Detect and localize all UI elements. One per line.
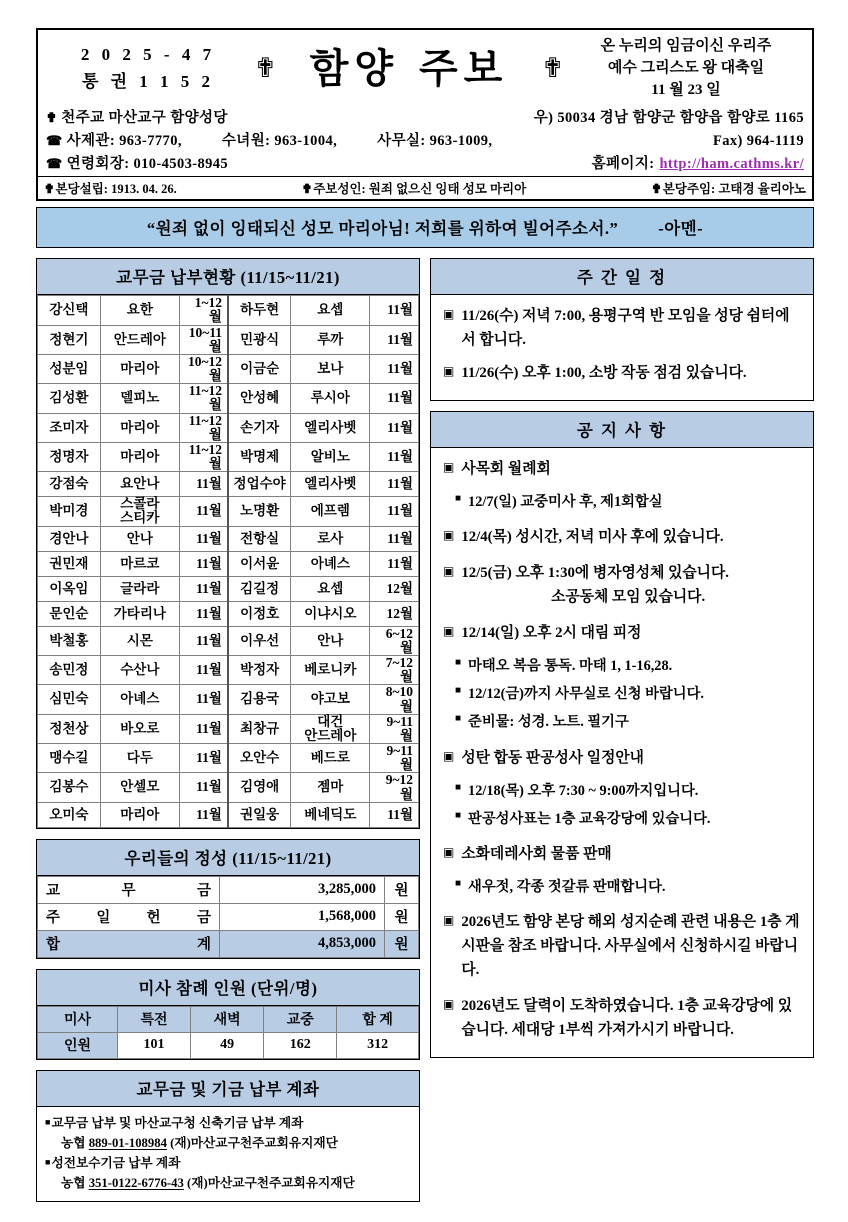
saint-cell: 에프렘 xyxy=(291,497,370,526)
accounts-body xyxy=(37,1107,419,1201)
month-cell: 11월 xyxy=(370,802,419,827)
list-item-text: 12/18(목) 오후 7:30 ~ 9:00까지입니다. xyxy=(468,782,699,799)
right-column xyxy=(430,258,814,1068)
name-cell: 하두현 xyxy=(228,296,291,325)
saint-cell: 요셉 xyxy=(291,576,370,601)
offering-panel xyxy=(36,839,420,959)
saint-cell: 수산나 xyxy=(100,656,179,685)
notices-panel xyxy=(430,411,814,1058)
list-item xyxy=(443,995,803,1043)
cross-small-icon: ✟ xyxy=(651,182,662,197)
month-cell: 11월 xyxy=(179,497,228,526)
table-row xyxy=(38,442,419,471)
month-cell: 11월 xyxy=(370,296,419,325)
saint-cell: 델피노 xyxy=(100,384,179,413)
offering-label: 주 일 헌 금 xyxy=(38,903,220,930)
month-cell: 11월 xyxy=(370,325,419,354)
month-cell: 11~12월 xyxy=(179,413,228,442)
square-bullet-icon: ▣ xyxy=(443,564,455,579)
table-row xyxy=(38,744,419,773)
name-cell: 김봉수 xyxy=(38,773,101,802)
name-cell: 최창규 xyxy=(228,714,291,743)
list-item xyxy=(443,305,803,353)
name-cell: 정천상 xyxy=(38,714,101,743)
name-cell: 박명제 xyxy=(228,442,291,471)
name-cell: 오안수 xyxy=(228,744,291,773)
table-row xyxy=(38,626,419,655)
saint-cell: 가타리나 xyxy=(100,601,179,626)
notices-list xyxy=(431,448,813,1057)
account-1-detail xyxy=(45,1133,413,1153)
list-item xyxy=(455,491,803,514)
table-row xyxy=(38,526,419,551)
homepage-link[interactable]: http://ham.cathms.kr/ xyxy=(659,156,804,173)
masthead-top xyxy=(38,30,812,105)
month-cell: 11월 xyxy=(370,472,419,497)
cross-small-icon: ✟ xyxy=(44,182,55,197)
feast-line-2: 예수 그리스도 왕 대축일 xyxy=(607,59,765,76)
month-cell: 8~10월 xyxy=(370,685,419,714)
cross-icon-left: ✟ xyxy=(254,53,277,84)
month-cell: 7~12월 xyxy=(370,656,419,685)
name-cell: 이옥임 xyxy=(38,576,101,601)
month-cell: 11월 xyxy=(179,551,228,576)
list-item-text: 2026년도 달력이 도착하였습니다. 1층 교육강당에 있습니다. 세대당 1부씩 가져가시기 바랍니다. xyxy=(461,997,793,1038)
name-cell: 송민정 xyxy=(38,656,101,685)
offering-label: 합 계 xyxy=(38,930,220,957)
table-row xyxy=(38,576,419,601)
account-1-holder: (재)마산교구천주교회유지재단 xyxy=(170,1135,338,1150)
month-cell: 9~12월 xyxy=(370,773,419,802)
square-bullet-icon: ▣ xyxy=(443,844,455,859)
table-row xyxy=(38,325,419,354)
month-cell: 11월 xyxy=(370,413,419,442)
saint-cell: 안나 xyxy=(291,626,370,655)
list-item-text: 12/14(일) 오후 2시 대림 피정 xyxy=(461,625,642,642)
phone-line xyxy=(38,128,812,151)
list-item-text: 12/5(금) 오후 1:30에 병자영성체 있습니다. 소공동체 모임 있습니다. xyxy=(461,562,803,610)
name-cell: 김영애 xyxy=(228,773,291,802)
saint-cell: 보나 xyxy=(291,354,370,383)
list-item-text: 마태오 복음 통독. 마태 1, 1-16,28. xyxy=(468,658,673,675)
attendance-header-cell: 특전 xyxy=(118,1006,191,1032)
name-cell: 경안나 xyxy=(38,526,101,551)
saint-cell: 아녜스 xyxy=(291,551,370,576)
accounts-title: 교무금 및 기금 납부 계좌 xyxy=(37,1071,419,1107)
month-cell: 11월 xyxy=(370,384,419,413)
month-cell: 12월 xyxy=(370,576,419,601)
saint-cell: 루시아 xyxy=(291,384,370,413)
list-item xyxy=(455,808,803,831)
list-item-text: 11/26(수) 오후 1:00, 소방 작동 점검 있습니다. xyxy=(461,365,747,382)
table-row xyxy=(38,472,419,497)
fax-number: Fax) 964-1119 xyxy=(713,133,804,150)
offering-amount: 4,853,000 xyxy=(220,930,385,957)
name-cell: 김용국 xyxy=(228,685,291,714)
offering-amount: 1,568,000 xyxy=(220,903,385,930)
list-item xyxy=(455,780,803,803)
parish-address: 우) 50034 경남 함양군 함양읍 함양로 1165 xyxy=(533,110,804,127)
name-cell: 정업수야 xyxy=(228,472,291,497)
name-cell: 김성환 xyxy=(38,384,101,413)
list-item xyxy=(443,843,803,867)
offering-row xyxy=(38,930,419,957)
name-cell: 강점숙 xyxy=(38,472,101,497)
list-item xyxy=(443,562,803,610)
name-cell: 안성혜 xyxy=(228,384,291,413)
saint-cell: 마리아 xyxy=(100,413,179,442)
month-cell: 6~12월 xyxy=(370,626,419,655)
month-cell: 11월 xyxy=(179,601,228,626)
month-cell: 11~12월 xyxy=(179,384,228,413)
saint-cell: 바오로 xyxy=(100,714,179,743)
account-1-number: 889-01-108984 xyxy=(88,1135,167,1150)
list-item-text: 준비물: 성경. 노트. 필기구 xyxy=(468,714,629,731)
account-item-1 xyxy=(45,1113,413,1153)
founded-text: 본당설립: 1913. 04. 26. xyxy=(55,182,177,197)
month-cell: 11월 xyxy=(370,354,419,383)
table-row xyxy=(38,601,419,626)
name-cell: 손기자 xyxy=(228,413,291,442)
saint-cell: 요셉 xyxy=(291,296,370,325)
offering-title: 우리들의 정성 (11/15~11/21) xyxy=(37,840,419,876)
small-square-bullet-icon: ■ xyxy=(455,781,462,793)
offering-row xyxy=(38,876,419,903)
issue-serial: 통 권 1 1 5 2 xyxy=(81,71,215,91)
name-cell: 이서윤 xyxy=(228,551,291,576)
table-row xyxy=(38,685,419,714)
saint-cell: 마리아 xyxy=(100,802,179,827)
name-cell: 이정호 xyxy=(228,601,291,626)
saint-cell: 안나 xyxy=(100,526,179,551)
dues-panel xyxy=(36,258,420,828)
left-column xyxy=(36,258,420,1212)
patron-text: 주보성인: 원죄 없으신 잉태 성모 마리아 xyxy=(313,182,527,197)
name-cell: 맹수길 xyxy=(38,744,101,773)
dues-table xyxy=(37,295,419,827)
saint-cell: 베드로 xyxy=(291,744,370,773)
square-bullet-icon: ▣ xyxy=(443,364,455,379)
issue-year: 2 0 2 5 - 4 7 xyxy=(80,45,216,65)
square-bullet-icon: ▣ xyxy=(443,307,455,322)
table-row xyxy=(38,413,419,442)
saint-cell: 안셀모 xyxy=(100,773,179,802)
motto-amen: -아멘- xyxy=(658,219,704,239)
weekly-schedule-panel xyxy=(430,258,814,401)
square-bullet-icon: ▣ xyxy=(443,996,455,1011)
month-cell: 11월 xyxy=(370,526,419,551)
list-item-text: 12/4(목) 성시간, 저녁 미사 후에 있습니다. xyxy=(461,529,724,546)
homepage-label: 홈페이지: xyxy=(591,156,655,173)
name-cell: 조미자 xyxy=(38,413,101,442)
motto-banner xyxy=(36,207,814,248)
saint-cell: 대건 안드레아 xyxy=(291,714,370,743)
bulletin-title: 함양 주보 xyxy=(309,45,509,92)
account-1-label: 교무금 납부 및 마산교구청 신축기금 납부 계좌 xyxy=(51,1115,304,1130)
table-row xyxy=(38,773,419,802)
month-cell: 11월 xyxy=(179,773,228,802)
motto-text: “원죄 없이 잉태되신 성모 마리아님! 저희를 위하여 빌어주소서.” xyxy=(146,219,619,239)
attendance-header-cell: 미사 xyxy=(38,1006,118,1032)
attendance-title: 미사 참례 인원 (단위/명) xyxy=(37,970,419,1006)
list-item-text: 2026년도 함양 본당 해외 성지순례 관련 내용은 1층 게시판을 참조 바랍니다. 사무실에서 신청하시길 바랍니다. xyxy=(461,914,800,978)
offering-unit: 원 xyxy=(385,930,419,957)
attendance-value-cell: 인원 xyxy=(38,1032,118,1058)
office-phone: 사무실: 963-1009, xyxy=(377,133,493,150)
month-cell: 11월 xyxy=(179,576,228,601)
saint-cell: 다두 xyxy=(100,744,179,773)
parish-address-line xyxy=(38,105,812,128)
month-cell: 10~12월 xyxy=(179,354,228,383)
month-cell: 10~11월 xyxy=(179,325,228,354)
name-cell: 전항실 xyxy=(228,526,291,551)
small-square-bullet-icon: ■ xyxy=(455,657,462,669)
pastor-name xyxy=(651,179,806,197)
month-cell: 11월 xyxy=(179,802,228,827)
name-cell: 이우선 xyxy=(228,626,291,655)
telephone-icon: ☎ xyxy=(46,133,63,149)
list-item xyxy=(443,911,803,983)
name-cell: 정명자 xyxy=(38,442,101,471)
month-cell: 11~12월 xyxy=(179,442,228,471)
rectory-phone: 사제관: 963-7770, xyxy=(66,133,182,150)
small-square-bullet-icon: ■ xyxy=(455,685,462,697)
saint-cell: 알비노 xyxy=(291,442,370,471)
list-item-text: 12/12(금)까지 사무실로 신청 바랍니다. xyxy=(468,686,704,703)
list-item-text: 사목회 월례회 xyxy=(461,461,551,478)
table-row xyxy=(38,714,419,743)
saint-cell: 아녜스 xyxy=(100,685,179,714)
saint-cell: 베네딕도 xyxy=(291,802,370,827)
name-cell: 민광식 xyxy=(228,325,291,354)
offering-unit: 원 xyxy=(385,876,419,903)
name-cell: 성분임 xyxy=(38,354,101,383)
saint-cell: 엘리사벳 xyxy=(291,413,370,442)
month-cell: 11월 xyxy=(179,656,228,685)
attendance-panel xyxy=(36,969,420,1060)
saint-cell: 글라라 xyxy=(100,576,179,601)
attendance-value-cell: 162 xyxy=(264,1032,337,1058)
month-cell: 11월 xyxy=(370,442,419,471)
convent-phone: 수녀원: 963-1004, xyxy=(221,133,338,150)
table-row xyxy=(38,384,419,413)
name-cell: 박철홍 xyxy=(38,626,101,655)
saint-cell: 엘리사벳 xyxy=(291,472,370,497)
account-2-holder: (재)마산교구천주교회유지재단 xyxy=(187,1175,355,1190)
offering-amount: 3,285,000 xyxy=(220,876,385,903)
month-cell: 11월 xyxy=(179,744,228,773)
saint-cell: 요한 xyxy=(100,296,179,325)
table-row xyxy=(38,354,419,383)
name-cell: 오미숙 xyxy=(38,802,101,827)
table-row xyxy=(38,802,419,827)
list-item-text: 새우젓, 각종 젓갈류 판매합니다. xyxy=(468,878,666,895)
weekly-schedule-title: 주 간 일 정 xyxy=(431,259,813,295)
list-item xyxy=(443,747,803,771)
square-bullet-icon: ▣ xyxy=(443,624,455,639)
account-2-label: 성전보수기금 납부 계좌 xyxy=(51,1155,181,1170)
name-cell: 이금순 xyxy=(228,354,291,383)
square-bullet-icon: ▣ xyxy=(443,460,455,475)
saint-cell: 요안나 xyxy=(100,472,179,497)
offering-table xyxy=(37,876,419,958)
square-bullet-icon: ■ xyxy=(45,1156,51,1167)
saint-cell: 마리아 xyxy=(100,442,179,471)
attendance-value-row xyxy=(38,1032,419,1058)
list-item xyxy=(455,711,803,734)
list-item xyxy=(455,876,803,899)
attendance-header-cell: 교중 xyxy=(264,1006,337,1032)
name-cell: 박미경 xyxy=(38,497,101,526)
small-square-bullet-icon: ■ xyxy=(455,493,462,505)
saint-cell: 마리아 xyxy=(100,354,179,383)
feast-day xyxy=(570,36,802,101)
telephone-icon: ☎ xyxy=(46,156,63,172)
month-cell: 12월 xyxy=(370,601,419,626)
list-item-text: 11/26(수) 저녁 7:00, 용평구역 반 모임을 성당 쉼터에서 합니다. xyxy=(461,308,790,349)
saint-cell: 안드레아 xyxy=(100,325,179,354)
issue-number xyxy=(48,42,248,95)
month-cell: 9~11월 xyxy=(370,744,419,773)
attendance-value-cell: 312 xyxy=(337,1032,419,1058)
name-cell: 박정자 xyxy=(228,656,291,685)
list-item-text: 판공성사표는 1층 교육강당에 있습니다. xyxy=(468,810,711,827)
name-cell: 권민재 xyxy=(38,551,101,576)
month-cell: 11월 xyxy=(179,685,228,714)
account-item-2 xyxy=(45,1153,413,1193)
saint-cell: 젬마 xyxy=(291,773,370,802)
feast-line-1: 온 누리의 임금이신 우리주 xyxy=(600,38,772,54)
name-cell: 문인순 xyxy=(38,601,101,626)
saint-cell: 루까 xyxy=(291,325,370,354)
accounts-panel xyxy=(36,1070,420,1202)
name-cell: 심민숙 xyxy=(38,685,101,714)
square-bullet-icon: ▣ xyxy=(443,748,455,763)
month-cell: 11월 xyxy=(179,714,228,743)
attendance-header-cell: 합 계 xyxy=(337,1006,419,1032)
account-2-number: 351-0122-6776-43 xyxy=(88,1175,184,1190)
account-1-bank: 농협 xyxy=(61,1135,86,1150)
name-cell: 정현기 xyxy=(38,325,101,354)
account-2-bank: 농협 xyxy=(61,1175,86,1190)
name-cell: 김길정 xyxy=(228,576,291,601)
attendance-value-cell: 101 xyxy=(118,1032,191,1058)
offering-row xyxy=(38,903,419,930)
attendance-header-row xyxy=(38,1006,419,1032)
attendance-table xyxy=(37,1006,419,1059)
table-row xyxy=(38,296,419,325)
small-square-bullet-icon: ■ xyxy=(455,713,462,725)
account-2-detail xyxy=(45,1173,413,1193)
table-row xyxy=(38,497,419,526)
founded-date xyxy=(44,179,177,197)
list-item-text: 성탄 합동 판공성사 일정안내 xyxy=(461,749,644,766)
saint-cell: 야고보 xyxy=(291,685,370,714)
offering-unit: 원 xyxy=(385,903,419,930)
feast-line-3: 11 월 23 일 xyxy=(651,81,721,98)
name-cell: 권일웅 xyxy=(228,802,291,827)
square-bullet-icon: ▣ xyxy=(443,528,455,543)
masthead xyxy=(36,28,814,201)
weekly-schedule-list xyxy=(431,295,813,400)
small-square-bullet-icon: ■ xyxy=(455,877,462,889)
month-cell: 11월 xyxy=(179,526,228,551)
patron-saint xyxy=(302,179,526,197)
list-item xyxy=(455,683,803,706)
list-item xyxy=(443,622,803,646)
name-cell: 강신택 xyxy=(38,296,101,325)
content-columns xyxy=(36,258,814,1212)
square-bullet-icon: ▣ xyxy=(443,913,455,928)
list-item-text: 12/7(일) 교중미사 후, 제1회합실 xyxy=(468,494,663,511)
cross-small-icon: ✟ xyxy=(46,110,58,126)
attendance-header-cell: 새벽 xyxy=(191,1006,264,1032)
list-item xyxy=(443,458,803,482)
table-row xyxy=(38,551,419,576)
cross-icon-right: ✟ xyxy=(541,53,564,84)
saint-cell: 시몬 xyxy=(100,626,179,655)
small-square-bullet-icon: ■ xyxy=(455,809,462,821)
month-cell: 11월 xyxy=(370,551,419,576)
offering-label: 교 무 금 xyxy=(38,876,220,903)
list-item-subline: 소공동체 모임 있습니다. xyxy=(551,589,706,606)
name-cell: 노명환 xyxy=(228,497,291,526)
square-bullet-icon: ■ xyxy=(45,1116,51,1127)
notices-title: 공 지 사 항 xyxy=(431,412,813,448)
list-item-text: 소화데레사회 물품 판매 xyxy=(461,845,612,862)
saint-cell: 베로니카 xyxy=(291,656,370,685)
month-cell: 1~12월 xyxy=(179,296,228,325)
saint-cell: 마르코 xyxy=(100,551,179,576)
pastor-text: 본당주임: 고태경 율리아노 xyxy=(662,182,806,197)
table-row xyxy=(38,656,419,685)
list-item xyxy=(443,362,803,386)
dues-title: 교무금 납부현황 (11/15~11/21) xyxy=(37,259,419,295)
month-cell: 9~11월 xyxy=(370,714,419,743)
list-item xyxy=(455,655,803,678)
saint-cell: 로사 xyxy=(291,526,370,551)
parish-name: 천주교 마산교구 함양성당 xyxy=(61,110,228,127)
month-cell: 11월 xyxy=(370,497,419,526)
attendance-value-cell: 49 xyxy=(191,1032,264,1058)
saint-cell: 스콜라 스티카 xyxy=(100,497,179,526)
saint-cell: 이냐시오 xyxy=(291,601,370,626)
senior-homepage-line xyxy=(38,151,812,174)
senior-president-phone: 연령회장: 010-4503-8945 xyxy=(66,156,229,173)
month-cell: 11월 xyxy=(179,472,228,497)
cross-small-icon: ✟ xyxy=(301,182,313,197)
list-item xyxy=(443,526,803,550)
masthead-footer xyxy=(38,177,812,199)
month-cell: 11월 xyxy=(179,626,228,655)
